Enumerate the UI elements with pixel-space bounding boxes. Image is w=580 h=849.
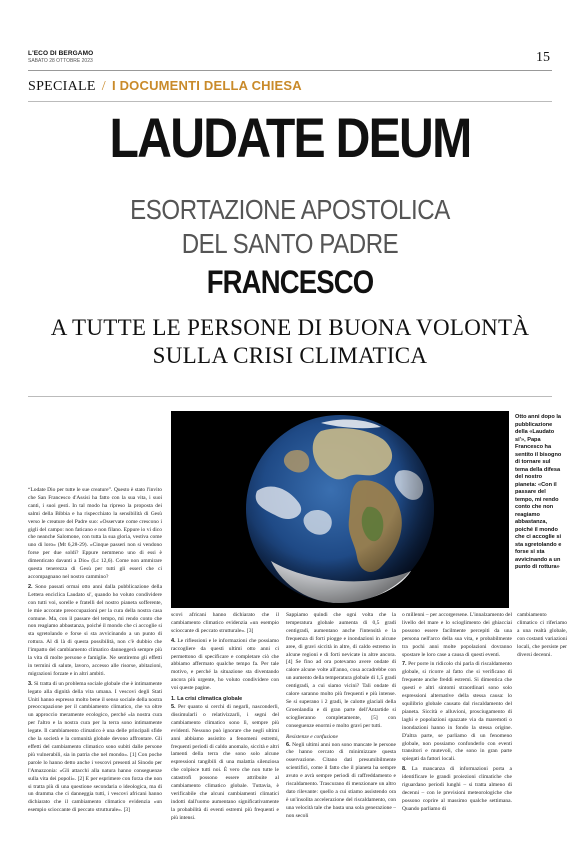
paragraph-number: 8. [402, 766, 407, 773]
headline-divider [28, 396, 552, 397]
headline-pope-name: FRANCESCO [206, 264, 374, 300]
paragraph-number: 2. [28, 583, 33, 590]
headline-subtitle-1: ESORTAZIONE APOSTOLICA [130, 194, 450, 225]
earth-globe-icon [171, 411, 509, 608]
section-separator: / [101, 79, 106, 94]
article-paragraph: cambiamento climatico ci riferiamo a una realtà globale, con costanti variazioni locali, che persiste per diversi decenni. [517, 612, 567, 658]
page-number: 15 [536, 50, 550, 65]
section-label: SPECIALE [28, 79, 96, 94]
article-column-5 [517, 612, 567, 830]
headline-subtitle-2: DEL SANTO PADRE [181, 228, 399, 259]
article-column-left [28, 487, 162, 827]
article-paragraph: 6. Negli ultimi anni non sono mancate le persone che hanno cercato di minimizzare questa osservazione. Citano dati presumibilmente scientifici, come il fatto che il pianeta ha sempre avuto e avrà sempre periodi di raffreddamento e riscaldamento. Trascurano di menzionare un altro dato rilevante: quello a cui stiamo assistendo ora è un'insolita accelerazione del riscaldamento, con una velocità tale che basta una sola generazione – non secoli [286, 741, 396, 819]
address-line-2: SULLA CRISI CLIMATICA [152, 343, 428, 368]
section-header [28, 78, 302, 95]
paragraph-number: 6. [286, 741, 291, 748]
paragraph-number: 4. [171, 637, 176, 644]
paragraph-number: 3. [28, 680, 33, 687]
article-paragraph: 3. Si tratta di un problema sociale globale che è intimamente legato alla dignità della vita umana. I vescovi degli Stati Uniti hanno espresso molto bene il senso sociale della nostra preoccupazione per il cambiamento climatico, che va oltre un approccio meramente ecologico, perché «la nostra cura per l'altro e la nostra cura per la terra sono intimamente legate. Il cambiamento climatico è una delle principali sfide che la società e la comunità globale devono affrontare. Gli effetti del cambiamento climatico sono subiti dalle persone più vulnerabili, sia in patria che nel mondo». [1] Con poche parole lo hanno detto anche i vescovi presenti al Sinodo per l'Amazzonia: «Gli attacchi alla natura hanno conseguenze sulla vita dei popoli». [2] E per esprimere con forza che non si tratta più di una questione secondaria o ideologica, ma di un dramma che ci danneggia tutti, i vescovi africani hanno dichiarato che il cambiamento climatico evidenzia «un esempio scioccante di peccato strutturale». [3] [28, 680, 162, 814]
article-paragraph: Sappiamo quindi che ogni volta che la temperatura globale aumenta di 0,5 gradi centigradi, aumentano anche l'intensità e la frequenza di forti piogge e inondazioni in alcune aree, di gravi siccità in altre, di caldo estremo in alcune regioni e di forti nevicate in altre ancora. [4] Se fino ad ora potevamo avere ondate di calore alcune volte all'anno, cosa accadrebbe con un aumento della temperatura globale di 1,5 gradi centigradi, a cui siamo vicini? Tali ondate di calore saranno molto più frequenti e più intense. Se si superano i 2 gradi, le calotte glaciali della Groenlandia e di gran parte dell'Antartide si scioglieranno completamente, [5] con conseguenze enormi e molto gravi per tutti. [286, 612, 396, 729]
section-divider [28, 101, 552, 102]
article-paragraph: 2. Sono passati ormai otto anni dalla pubblicazione della Lettera enciclica Laudato si', quando ho voluto condividere con tutti voi, sorelle e fratelli del nostro pianeta sofferente, le mie accorate preoccupazioni per la cura della nostra casa comune. Ma, con il passare del tempo, mi rendo conto che non reagiamo abbastanza, poiché il mondo che ci accoglie si sta sgretolando e forse si sta avvicinando a un punto di rottura. Al di là di questa possibilità, non c'è dubbio che l'impatto del cambiamento climatico danneggerà sempre più la vita di molte persone e famiglie. Ne sentiremo gli effetti in termini di salute, lavoro, accesso alle risorse, abitazioni, migrazioni forzate e in altri ambiti. [28, 583, 162, 677]
article-paragraph: 4. Le riflessioni e le informazioni che possiamo raccogliere da questi ultimi otto anni ci permettono di specificare e completare ciò che abbiamo affermato qualche tempo fa. Per tale motivo, e perché la situazione sta diventando ancora più urgente, ho voluto condividere con voi queste pagine. [171, 637, 279, 692]
article-paragraph: 5. Per quanto si cerchi di negarli, nasconderli, dissimularli o relativizzarli, i segni del cambiamento climatico sono lì, sempre più evidenti. Nessuno può ignorare che negli ultimi anni abbiamo assistito a fenomeni estremi, frequenti periodi di caldo anomalo, siccità e altri lamenti della terra che sono solo alcune espressioni tangibili di una malattia silenziosa che colpisce tutti noi. È vero che non tutte le catastrofi possono essere attribuite al cambiamento climatico globale. Tuttavia, è verificabile che alcuni cambiamenti climatici indotti dall'uomo aumentano significativamente la probabilità di eventi estremi più frequenti e più intensi. [171, 703, 279, 821]
article-paragraph: 8. La mancanza di informazioni porta a identificare le grandi proiezioni climatiche che riguardano periodi lunghi – si tratta almeno di decenni – con le previsioni meteorologiche che possono coprire al massimo qualche settimana. Quando parliamo di [402, 766, 512, 812]
article-column-2 [171, 612, 279, 830]
earth-photo [171, 411, 509, 608]
article-paragraph: o millenni – per accorgersene. L'innalzamento del livello del mare e lo scioglimento dei ghiacciai possono essere facilmente percepiti da una persona nell'arco della sua vita, e probabilmente tra pochi anni molte popolazioni dovranno spostare le loro case a causa di questi eventi. [402, 612, 512, 658]
article-paragraph: scovi africani hanno dichiarato che il cambiamento climatico evidenzia «un esempio scioccante di peccato strutturale». [3] [171, 612, 279, 634]
paragraph-number: 7. [402, 661, 407, 668]
paragraph-number: 5. [171, 703, 176, 710]
dateline: SABATO 28 OTTOBRE 2023 [28, 58, 93, 64]
photo-caption: Otto anni dopo la pubblicazione della «Laudato si'», Papa Francesco ha sentito il bisogno di tornare sul tema della difesa del nostro pianeta: «Con il passare del tempo, mi rendo conto che non reagiamo abbastanza, poiché il mondo che ci accoglie si sta sgretolando e forse si sta avvicinando a un punto di rottura» [515, 414, 562, 570]
masthead: L'ECO DI BERGAMO [28, 50, 94, 57]
article-paragraph: “Lodate Dio per tutte le sue creature”. Questo è stato l'invito che San Francesco d'Assisi ha fatto con la sua vita, i suoi canti, i suoi gesti. In tal modo ha ripreso la proposta dei salmi della Bibbia e ha rispecchiato la sensibilità di Gesù verso le creature del Padre suo: «Osservate come crescono i gigli del campo: non faticano e non filano. Eppure io vi dico che neanche Salomone, con tutta la sua gloria, vestiva come uno di loro» (Mt 6,28-29). «Cinque passeri non si vendono forse per due soldi? Eppure nemmeno uno di essi è dimenticato davanti a Dio» (Lc 12,6). Come non ammirare questa tenerezza di Gesù per tutti gli esseri che ci accompagnano nel nostro cammino? [28, 487, 162, 580]
top-divider [28, 70, 552, 71]
address-line-1: A TUTTE LE PERSONE DI BUONA VOLONTÀ [50, 315, 530, 340]
article-column-4 [402, 612, 512, 830]
headline-title: LAUDATE DEUM [109, 106, 471, 169]
article-column-3 [286, 612, 396, 830]
article-paragraph: 7. Per porre in ridicolo chi parla di riscaldamento globale, si ricorre al fatto che si verificano di frequente anche freddi estremi. Si dimentica che questi e altri sintomi straordinari sono solo espressioni alternative della stessa causa: lo squilibrio globale causato dal riscaldamento del pianeta. Siccità e alluvioni, prosciugamento di laghi e popolazioni spazzate via da maremoti o inondazioni hanno in fondo la stessa origine. D'altra parte, se parliamo di un fenomeno globale, non possiamo confonderlo con eventi transitori e mutevoli, che sono in gran parte spiegati da fattori locali. [402, 661, 512, 763]
subsection-label: I DOCUMENTI DELLA CHIESA [111, 78, 302, 93]
section-heading: Resistenze e confusione [286, 733, 338, 740]
chapter-heading: 1. La crisi climatica globale [171, 696, 243, 703]
